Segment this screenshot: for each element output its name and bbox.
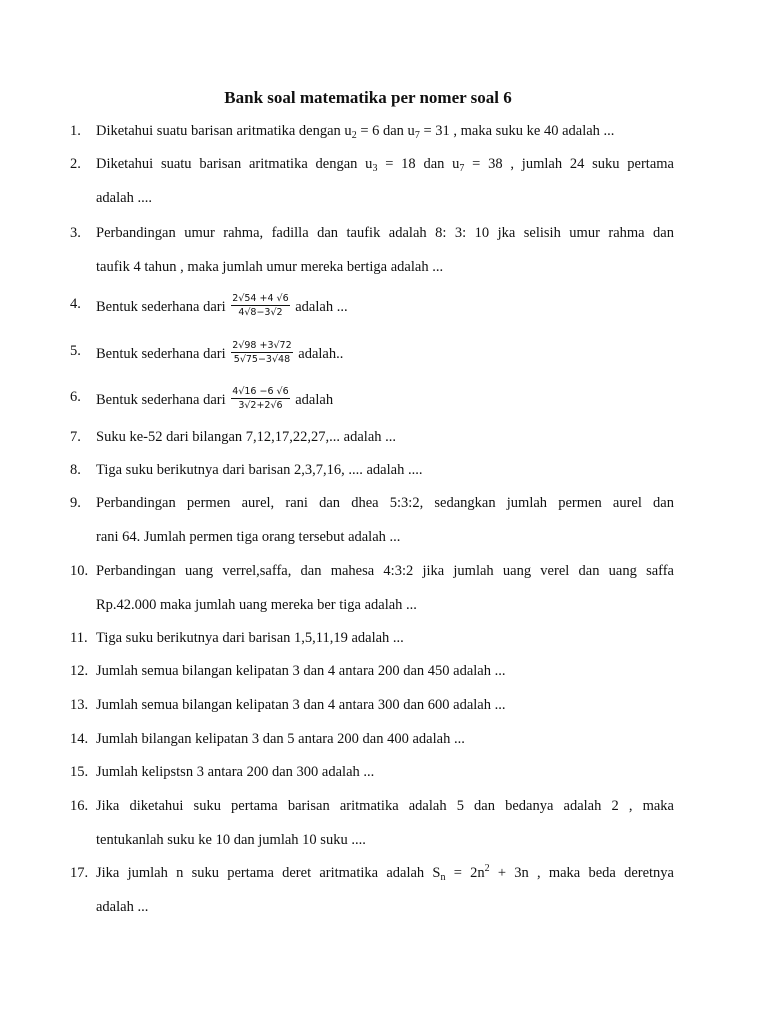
question-text: Jumlah kelipstsn 3 antara 200 dan 300 adalah ... — [96, 764, 375, 780]
fraction-denominator: 5√75−3√48 — [233, 354, 291, 365]
fraction — [231, 340, 292, 365]
question-text-continued: adalah .... — [96, 190, 152, 206]
question-number: 6. — [70, 389, 81, 405]
question-10 — [70, 562, 674, 614]
fraction-denominator: 3√2+2√6 — [238, 400, 283, 411]
question-text: Jika jumlah n suku pertama deret aritmatika adalah $S_n = 2n^2 + 3n$ , maka beda deretnya — [96, 863, 674, 883]
question-text: Perbandingan permen aurel, rani dan dhea 5:3:2, sedangkan jumlah permen aurel dan — [96, 495, 674, 511]
question-15 — [70, 763, 674, 781]
question-number: 14. — [70, 731, 89, 747]
question-text: Jumlah semua bilangan kelipatan 3 dan 4 antara 300 dan 600 adalah ... — [96, 697, 506, 713]
question-text: Suku ke-52 dari bilangan 7,12,17,22,27,... adalah ... — [96, 429, 397, 445]
fraction-numerator: 2√54 +4 √6 — [232, 293, 289, 304]
question-6 — [70, 386, 674, 411]
question-17 — [70, 863, 674, 916]
question-number: 4. — [70, 296, 81, 312]
question-9 — [70, 494, 674, 546]
question-text: Jumlah semua bilangan kelipatan 3 dan 4 antara 200 dan 450 adalah ... — [96, 663, 506, 679]
question-5 — [70, 340, 674, 365]
question-text: Bentuk sederhana dari $\frac{2√54 +4 √6}{4√8-3√2}$ adalah ... — [96, 293, 348, 318]
question-number: 16. — [70, 798, 89, 814]
question-text-continued: taufik 4 tahun , maka jumlah umur mereka bertiga adalah ... — [96, 259, 444, 275]
question-number: 7. — [70, 429, 81, 445]
question-number: 8. — [70, 462, 81, 478]
question-text: Bentuk sederhana dari $\frac{2√98 +3√72}{5√75-3√48}$ adalah.. — [96, 340, 344, 365]
question-number: 13. — [70, 697, 89, 713]
fraction-numerator: 2√98 +3√72 — [232, 340, 292, 351]
question-11 — [70, 629, 674, 647]
question-text: Jumlah bilangan kelipatan 3 dan 5 antara 200 dan 400 adalah ... — [96, 731, 465, 747]
question-7 — [70, 428, 674, 446]
question-1 — [70, 122, 674, 141]
question-number: 15. — [70, 764, 89, 780]
question-text-continued: rani 64. Jumlah permen tiga orang tersebut adalah ... — [96, 529, 401, 545]
question-4 — [70, 293, 674, 318]
question-text-continued: adalah ... — [96, 899, 149, 915]
question-3 — [70, 224, 674, 276]
question-text: Bentuk sederhana dari $\frac{4√16 -6 √6}{3√2+2√6}$ adalah — [96, 386, 334, 411]
question-text: Perbandingan umur rahma, fadilla dan taufik adalah 8: 3: 10 jka selisih umur rahma dan — [96, 225, 674, 241]
question-2 — [70, 155, 674, 207]
question-text: Diketahui suatu barisan aritmatika dengan $u_3 = 18$ dan $u_7 = 38$ , jumlah 24 suku pertama — [96, 156, 674, 174]
question-number: 17. — [70, 865, 89, 881]
question-text: Jika diketahui suku pertama barisan aritmatika adalah 5 dan bedanya adalah 2 , maka — [96, 798, 674, 814]
question-number: 10. — [70, 563, 89, 579]
question-number: 12. — [70, 663, 89, 679]
question-text-continued: Rp.42.000 maka jumlah uang mereka ber tiga adalah ... — [96, 597, 417, 613]
question-number: 5. — [70, 343, 81, 359]
question-number: 9. — [70, 495, 81, 511]
question-8 — [70, 461, 674, 479]
question-text: Tiga suku berikutnya dari barisan 1,5,11,19 adalah ... — [96, 630, 404, 646]
question-text: Perbandingan uang verrel,saffa, dan mahesa 4:3:2 jika jumlah uang verel dan uang saffa — [96, 563, 674, 579]
question-text: Tiga suku berikutnya dari barisan 2,3,7,16, .... adalah .... — [96, 462, 423, 478]
question-text-continued: tentukanlah suku ke 10 dan jumlah 10 suku .... — [96, 832, 366, 848]
question-13 — [70, 696, 674, 714]
fraction-numerator: 4√16 −6 √6 — [232, 386, 289, 397]
question-14 — [70, 730, 674, 748]
fraction-denominator: 4√8−3√2 — [238, 307, 283, 318]
fraction — [231, 386, 289, 411]
question-number: 2. — [70, 156, 81, 172]
fraction — [231, 293, 289, 318]
question-number: 1. — [70, 123, 81, 139]
document-title: Bank soal matematika per nomer soal 6 — [224, 88, 512, 107]
question-12 — [70, 662, 674, 680]
question-number: 11. — [70, 630, 88, 646]
question-16 — [70, 797, 674, 849]
question-number: 3. — [70, 225, 81, 241]
question-text: Diketahui suatu barisan aritmatika dengan $u_2 = 6$ dan $u_7 = 31$ , maka suku ke 40 adalah ... — [96, 123, 615, 141]
